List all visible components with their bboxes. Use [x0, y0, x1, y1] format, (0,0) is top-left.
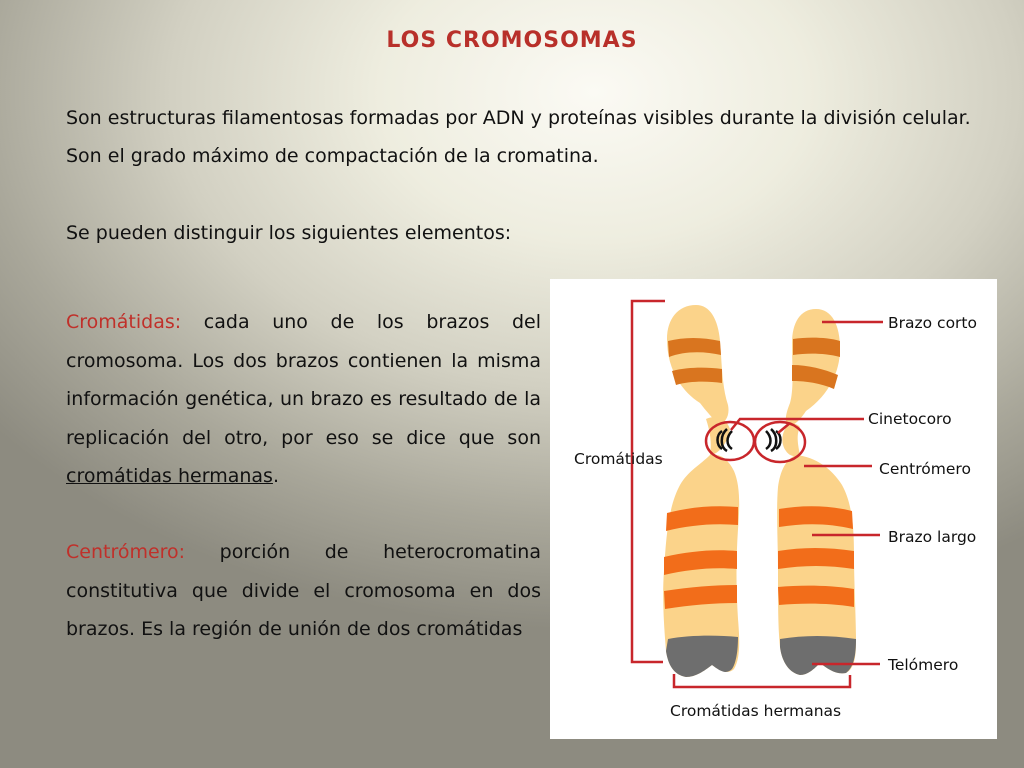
lead-sentence: Se pueden distinguir los siguientes elementos: — [66, 222, 512, 244]
label-telomero: Telómero — [888, 656, 959, 674]
cromatidas-text-end: . — [272, 465, 279, 487]
left-telomere — [666, 636, 738, 677]
cromatidas-paragraph — [66, 303, 541, 496]
chromosome-svg — [550, 279, 997, 739]
label-cinetocoro: Cinetocoro — [868, 410, 952, 428]
centromero-text: porción de heterocromatina constitutiva que divide el cromosoma en dos brazos. Es la región de unión de dos cromátidas — [66, 541, 541, 640]
right-chromatid — [777, 309, 856, 675]
cromatidas-hermanas-bracket — [674, 674, 850, 687]
intro-paragraph: Son estructuras filamentosas formadas por ADN y proteínas visibles durante la división celular. Son el grado máximo de compactación de la cromatina. — [66, 107, 971, 167]
cromatidas-bracket — [632, 301, 665, 662]
centromero-term: Centrómero: — [66, 541, 186, 563]
left-chromatid — [663, 305, 739, 677]
cromatidas-text: cada uno de los brazos del cromosoma. Los dos brazos contienen la misma información genética, un brazo es resultado de la replicación del otro, por eso se dice que son — [66, 311, 541, 449]
chromosome-diagram — [550, 279, 997, 739]
slide-title: LOS CROMOSOMAS — [386, 28, 638, 53]
cromatidas-term: Cromátidas: — [66, 311, 182, 333]
right-band-4 — [778, 548, 854, 569]
left-short-arm — [667, 305, 729, 425]
label-cromatidas: Cromátidas — [574, 450, 663, 468]
label-cromatidas-hermanas: Cromátidas hermanas — [670, 702, 842, 720]
cromatidas-hermanas-link[interactable]: cromátidas hermanas — [66, 465, 273, 487]
centromero-paragraph — [66, 533, 541, 649]
right-telomere — [780, 636, 856, 675]
label-brazo-corto: Brazo corto — [888, 314, 977, 332]
label-centromero: Centrómero — [879, 460, 971, 478]
label-brazo-largo: Brazo largo — [888, 528, 977, 546]
